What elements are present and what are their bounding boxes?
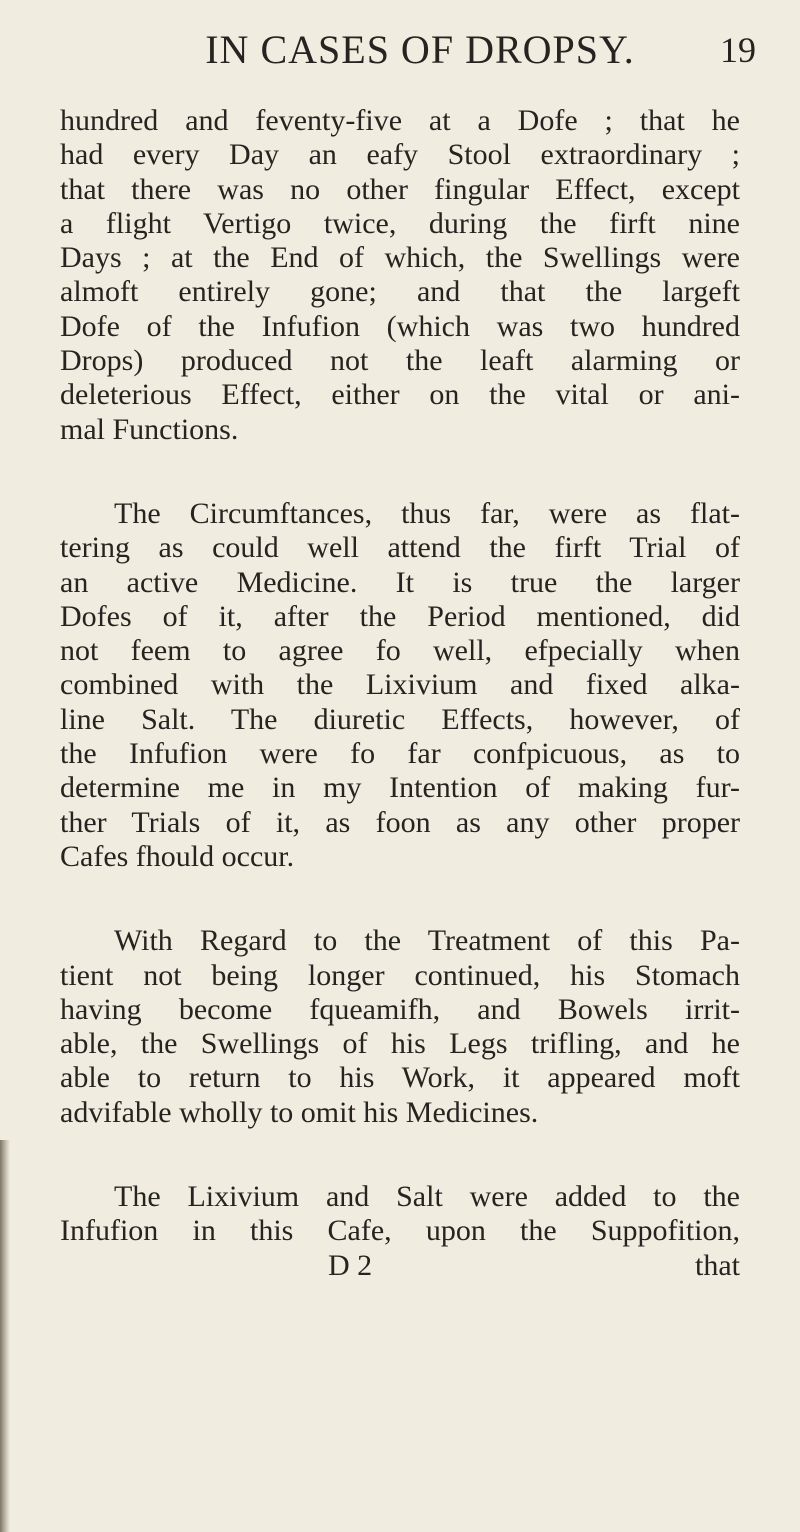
- text-line: an active Medicine. It is true the larger: [60, 565, 740, 599]
- text-line: combined with the Lixivium and fixed alka-: [60, 668, 740, 702]
- text-line: almoft entirely gone; and that the largeft: [60, 275, 740, 309]
- text-line: hundred and feventy-five at a Dofe ; that he: [60, 104, 740, 137]
- page-header: [0, 22, 800, 78]
- body-text: [60, 104, 740, 1283]
- text-line: ther Trials of it, as foon as any other proper: [60, 805, 740, 839]
- paragraph-2: [60, 497, 740, 874]
- text-line: that there was no other fingular Effect, except: [60, 172, 740, 206]
- signature-mark: D 2: [328, 1248, 373, 1282]
- text-line: Days ; at the End of which, the Swellings were: [60, 241, 740, 275]
- text-line: able, the Swellings of his Legs trifling, and he: [60, 1027, 740, 1061]
- text-line: The Lixivium and Salt were added to the: [114, 1180, 740, 1214]
- text-line: deleterious Effect, either on the vital or ani-: [60, 378, 740, 412]
- paragraph-4: [60, 1180, 740, 1249]
- text-line: line Salt. The diuretic Effects, however, of: [60, 702, 740, 736]
- text-line: having become fqueamifh, and Bowels irrit-: [60, 992, 740, 1026]
- text-line: mal Functions.: [60, 412, 239, 446]
- paragraph-1: [60, 104, 740, 447]
- text-line: had every Day an eafy Stool extraordinary ;: [60, 138, 740, 172]
- text-line: tering as could well attend the firft Trial of: [60, 531, 740, 565]
- paragraph-3: [60, 924, 740, 1130]
- text-line: determine me in my Intention of making fur-: [60, 771, 740, 805]
- page-footer: [60, 1249, 740, 1283]
- text-line: The Circumftances, thus far, were as flat-: [114, 496, 740, 530]
- text-line: not feem to agree fo well, efpecially when: [60, 634, 740, 668]
- text-line: Cafes fhould occur.: [60, 839, 295, 873]
- paragraph-gap: [60, 1130, 740, 1180]
- paragraph-gap: [60, 447, 740, 497]
- text-line: Drops) produced not the leaft alarming or: [60, 344, 740, 378]
- paragraph-gap: [60, 874, 740, 924]
- text-line: Dofes of it, after the Period mentioned, did: [60, 599, 740, 633]
- text-line: able to return to his Work, it appeared moft: [60, 1061, 740, 1095]
- text-line: advifable wholly to omit his Medicines.: [60, 1095, 539, 1129]
- running-title: IN CASES OF DROPSY.: [205, 27, 635, 72]
- text-line: the Infufion were fo far confpicuous, as to: [60, 737, 740, 771]
- text-line: Infufion in this Cafe, upon the Suppofition,: [60, 1214, 740, 1248]
- text-line: tient not being longer continued, his Stomach: [60, 958, 740, 992]
- catchword: that: [695, 1248, 740, 1282]
- page-edge-shadow: [0, 1140, 10, 1532]
- text-line: With Regard to the Treatment of this Pa-: [114, 924, 740, 958]
- page-number: 19: [720, 30, 756, 70]
- text-line: a flight Vertigo twice, during the firft nine: [60, 206, 740, 240]
- text-line: Dofe of the Infufion (which was two hundred: [60, 309, 740, 343]
